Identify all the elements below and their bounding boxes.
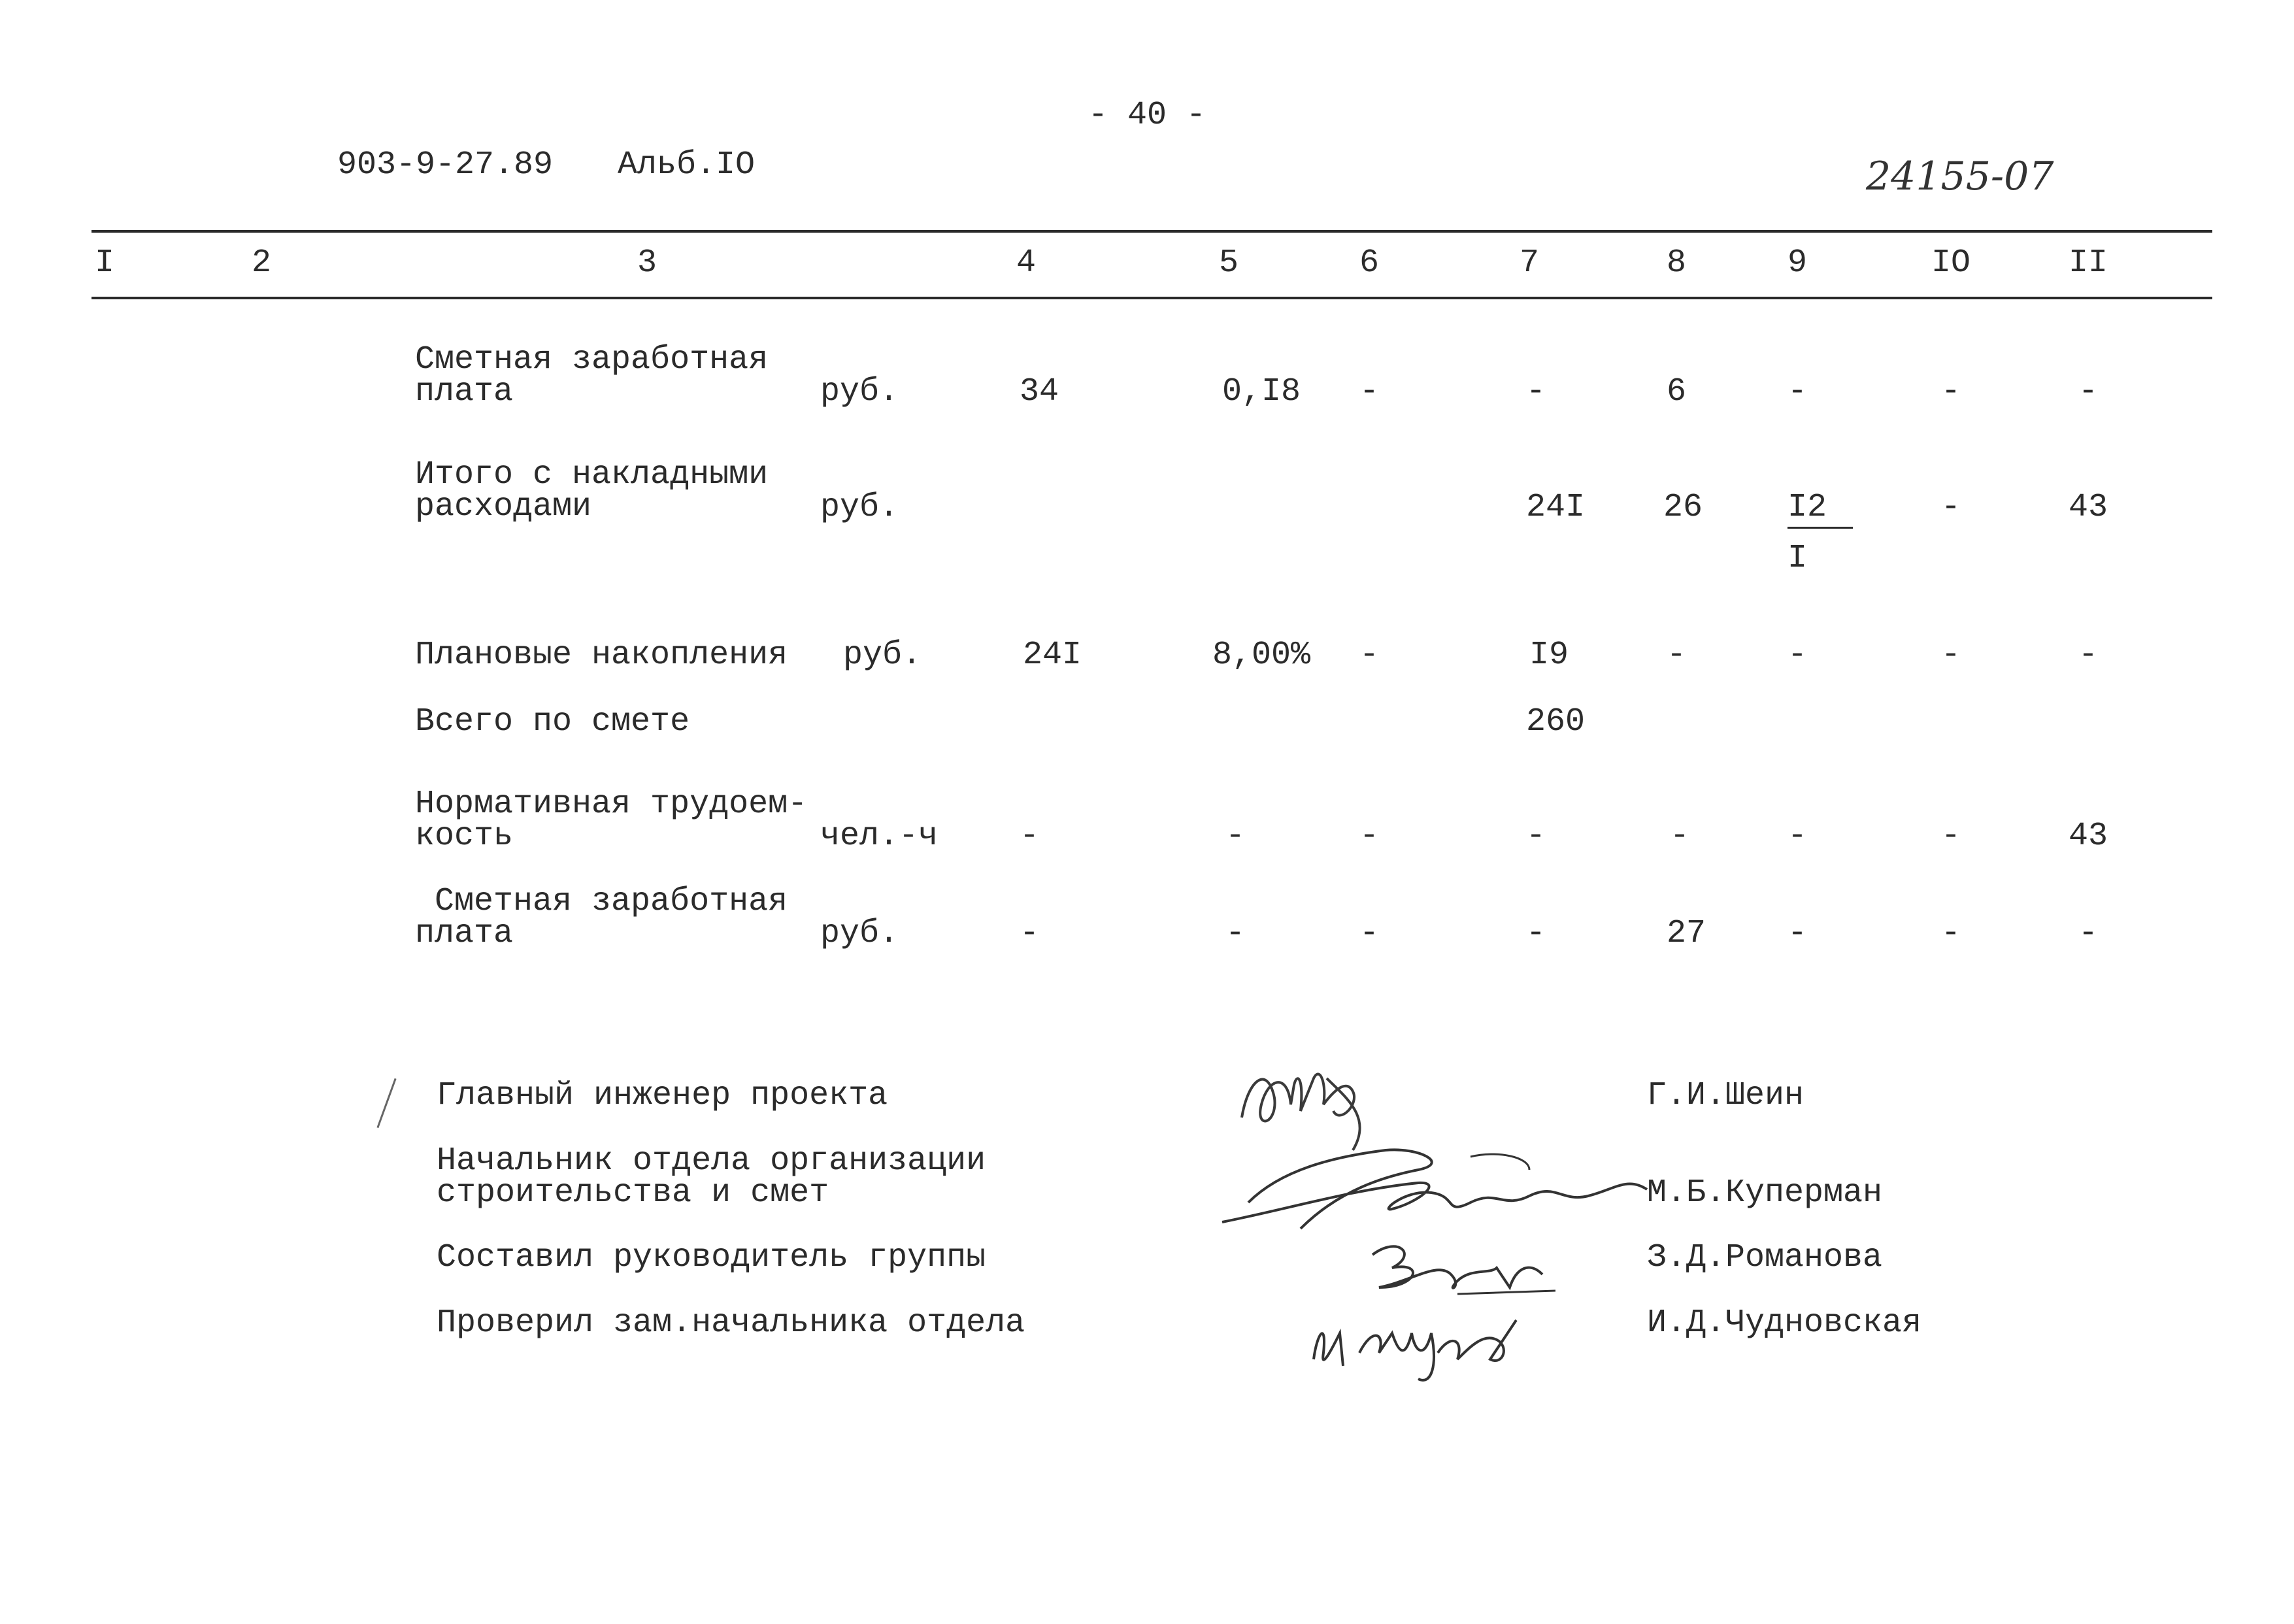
cell-col4: 34: [1019, 373, 1059, 410]
cell-col10: -: [1940, 489, 1961, 526]
cell-col11: 43: [2068, 818, 2108, 855]
column-number: 7: [1519, 244, 1539, 282]
margin-mark: [376, 1078, 396, 1128]
signatory-position: строительства и смет: [437, 1174, 829, 1212]
cell-col9: -: [1787, 915, 1807, 952]
column-number: I: [94, 244, 114, 282]
cell-col8: -: [1666, 637, 1686, 674]
cell-col6: -: [1359, 818, 1379, 855]
cell-col7: 260: [1526, 703, 1586, 740]
row-name: Итого с накладными: [415, 456, 769, 493]
signatory-position: Проверил зам.начальника отдела: [437, 1304, 1025, 1342]
column-number: 9: [1787, 244, 1807, 282]
signatory-position: Главный инженер проекта: [437, 1077, 888, 1114]
cell-col4: -: [1019, 818, 1039, 855]
signatory-name: З.Д.Романова: [1647, 1239, 1883, 1276]
signatory-position: Начальник отдела организации: [437, 1142, 986, 1180]
column-number: 8: [1666, 244, 1686, 282]
cell-col5: 8,00%: [1212, 637, 1311, 674]
row-name: расходами: [415, 488, 592, 525]
row-name: плата: [415, 373, 514, 410]
cell-col5: 0,I8: [1222, 373, 1301, 410]
column-number: 3: [637, 244, 657, 282]
cell-col8: 26: [1663, 489, 1703, 526]
row-unit: руб.: [820, 373, 899, 410]
cell-col11: -: [2078, 915, 2098, 952]
row-unit: руб.: [820, 915, 899, 952]
cell-col5: -: [1225, 818, 1245, 855]
cell-col10: -: [1940, 915, 1961, 952]
row-name: Всего по смете: [415, 703, 690, 740]
row-name: Сметная заработная: [415, 341, 769, 378]
handwritten-inventory-number: 24155-07: [1866, 154, 2054, 199]
row-unit: руб.: [820, 489, 899, 526]
column-number: 6: [1359, 244, 1379, 282]
column-number: IO: [1931, 244, 1970, 282]
cell-col9: -: [1787, 637, 1807, 674]
cell-col8: 6: [1666, 373, 1686, 410]
signature-scribble-checker: [1301, 1294, 1549, 1392]
album-number: Альб.IO: [618, 146, 756, 184]
fraction-bar: [1787, 527, 1853, 529]
row-unit: чел.-ч: [820, 818, 939, 855]
row-unit: руб.: [843, 637, 922, 674]
cell-col8: -: [1669, 818, 1689, 855]
cell-col7: -: [1525, 915, 1546, 952]
signatory-name: Г.И.Шеин: [1647, 1077, 1804, 1114]
column-number: 2: [251, 244, 271, 282]
cell-col11: -: [2078, 373, 2098, 410]
document-code: 903-9-27.89: [337, 146, 554, 184]
cell-col9: -: [1787, 373, 1807, 410]
cell-col10: -: [1940, 373, 1961, 410]
table-header-rule: [91, 297, 2212, 299]
cell-col4: 24I: [1022, 637, 1082, 674]
cell-col6: -: [1359, 373, 1379, 410]
cell-col7: 24I: [1525, 489, 1585, 526]
column-number: 4: [1016, 244, 1036, 282]
column-number: II: [2068, 244, 2108, 282]
table-top-rule: [91, 230, 2212, 233]
signatory-position: Составил руководитель группы: [437, 1239, 986, 1276]
cell-col10: -: [1940, 818, 1961, 855]
cell-col7: I9: [1529, 637, 1569, 674]
signatory-name: М.Б.Куперман: [1647, 1174, 1883, 1212]
row-name: Сметная заработная: [435, 883, 788, 920]
cell-col4: -: [1019, 915, 1039, 952]
column-number: 5: [1218, 244, 1238, 282]
cell-col9-numerator: I2: [1787, 489, 1827, 526]
cell-col7: -: [1525, 373, 1546, 410]
cell-col5: -: [1225, 915, 1245, 952]
row-name: кость: [415, 818, 514, 855]
cell-col10: -: [1940, 637, 1961, 674]
row-name: плата: [415, 915, 514, 952]
cell-col6: -: [1359, 915, 1379, 952]
row-name: Нормативная трудоем-: [415, 786, 808, 823]
cell-col6: -: [1359, 637, 1379, 674]
page-number: - 40 -: [1088, 97, 1206, 134]
cell-col8: 27: [1666, 915, 1706, 952]
row-name: Плановые накопления: [415, 637, 788, 674]
cell-col11: 43: [2068, 489, 2108, 526]
cell-col7: -: [1525, 818, 1546, 855]
cell-col11: -: [2078, 637, 2098, 674]
cell-col9-denominator: I: [1787, 540, 1808, 577]
signatory-name: И.Д.Чудновская: [1647, 1304, 1922, 1342]
cell-col9: -: [1787, 818, 1807, 855]
